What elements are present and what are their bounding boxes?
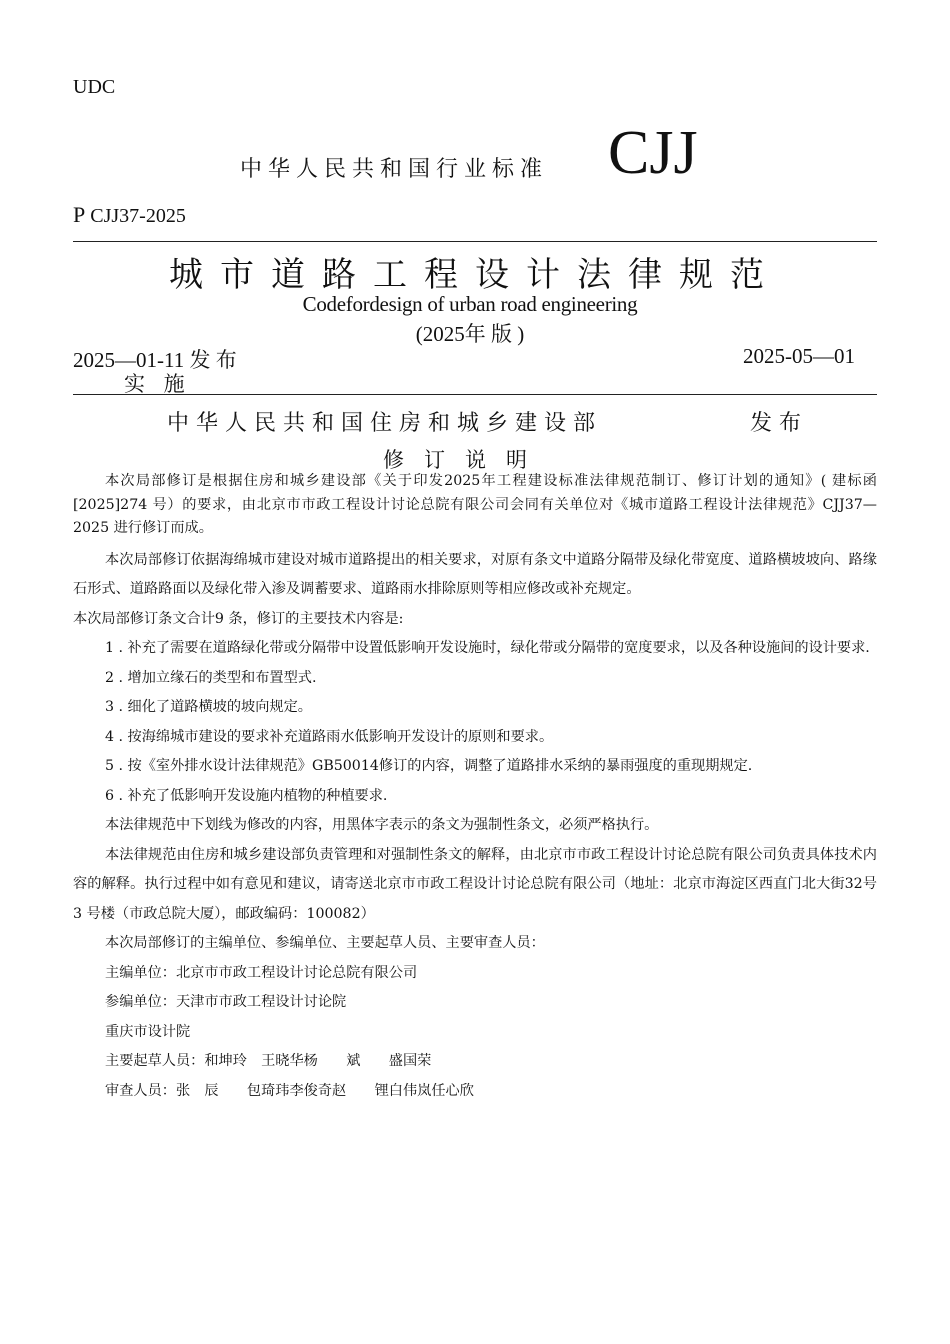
underline-note-paragraph: 本法律规范中下划线为修改的内容，用黑体字表示的条文为强制性条文，必须严格执行。 xyxy=(105,817,659,833)
revision-item-6: 6 . 补充了低影响开发设施内植物的种植要求. xyxy=(105,787,388,804)
units-intro-paragraph: 本次局部修订的主编单位、参编单位、主要起草人员、主要审查人员： xyxy=(105,935,545,951)
participant-unit-line: 参编单位：天津市市政工程设计讨论院 xyxy=(105,994,347,1010)
standard-code: CJJ37-2025 xyxy=(90,205,186,227)
revision-intro-paragraph: 本次局部修订是根据住房和城乡建设部《关于印发2025年工程建设标准法律规范制订、修订计划的通知》( 建标函[2025]274 号）的要求，由北京市市政工程设计讨论总院有限公司会同有关单位对《城市道路工程设计法律规范》CJJ37—2025 进行修订而成。 xyxy=(73,473,877,536)
bottom-divider xyxy=(73,394,877,395)
revision-body xyxy=(73,470,877,1106)
management-paragraph: 本法律规范由住房和城乡建设部负责管理和对强制性条文的解释，由北京市市政工程设计讨论总院有限公司负责具体技术内容的解释。执行过程中如有意见和建议，请寄送北京市市政工程设计讨论总院有限公司（地址：北京市海淀区西直门北大街32号3 号楼（市政总院大厦），邮政编码：100082） xyxy=(73,846,877,922)
issuer-action: 发布 xyxy=(750,411,809,436)
standard-prefix: P xyxy=(73,202,86,227)
revision-basis-paragraph: 本次局部修订依据海绵城市建设对城市道路提出的相关要求，对原有条文中道路分隔带及绿化带宽度、道路横坡坡向、路缘石形式、道路路面以及绿化带入渗及调蓄要求、道路雨水排除原则等相应修改或补充规定。 xyxy=(73,551,877,597)
revision-item-4: 4 . 按海绵城市建设的要求补充道路雨水低影响开发设计的原则和要求。 xyxy=(105,728,554,745)
revision-item-3: 3 . 细化了道路横坡的坡向规定。 xyxy=(105,699,312,715)
standard-number xyxy=(73,202,186,228)
issuer-name: 中华人民共和国住房和城乡建设部 xyxy=(167,411,603,436)
title-english: Codefordesign of urban road engineering xyxy=(302,292,638,316)
revision-item-1: 1 . 补充了需要在道路绿化带或分隔带中设置低影响开发设施时，绿化带或分隔带的宽度要求，以及各种设施间的设计要求. xyxy=(105,640,870,656)
implement-label: 实 施 xyxy=(124,372,191,396)
publish-date: 2025—01-11 发 布 xyxy=(73,348,237,372)
industry-standard-code: CJJ xyxy=(608,119,698,187)
reviewers-line: 审查人员：张 辰 包琦玮李俊奇赵 锂白伟岚任心欣 xyxy=(105,1082,474,1099)
implement-date: 2025-05—01 xyxy=(743,344,855,368)
revision-item-2: 2 . 增加立缘石的类型和布置型式. xyxy=(105,669,317,686)
top-divider xyxy=(73,241,877,242)
drafters-line: 主要起草人员：和坤玲 王晓华杨 斌 盛国荣 xyxy=(105,1053,432,1069)
title-chinese: 城市道路工程设计法律规范 xyxy=(169,255,781,295)
participant-unit-line-2: 重庆市设计院 xyxy=(105,1023,191,1040)
udc-label: UDC xyxy=(73,76,116,98)
revision-section-title: 修订说明 xyxy=(383,448,547,472)
chief-unit-line: 主编单位：北京市市政工程设计讨论总院有限公司 xyxy=(105,964,418,981)
industry-standard-label: 中华人民共和国行业标准 xyxy=(240,157,549,182)
revision-item-5: 5 . 按《室外排水设计法律规范》GB50014修订的内容，调整了道路排水采纳的暴雨强度的重现期规定. xyxy=(105,758,753,774)
edition-label: (2025年 版 ) xyxy=(415,322,525,346)
revision-count-paragraph: 本次局部修订条文合计9 条，修订的主要技术内容是: xyxy=(73,610,404,627)
industry-standard-header xyxy=(240,120,720,190)
